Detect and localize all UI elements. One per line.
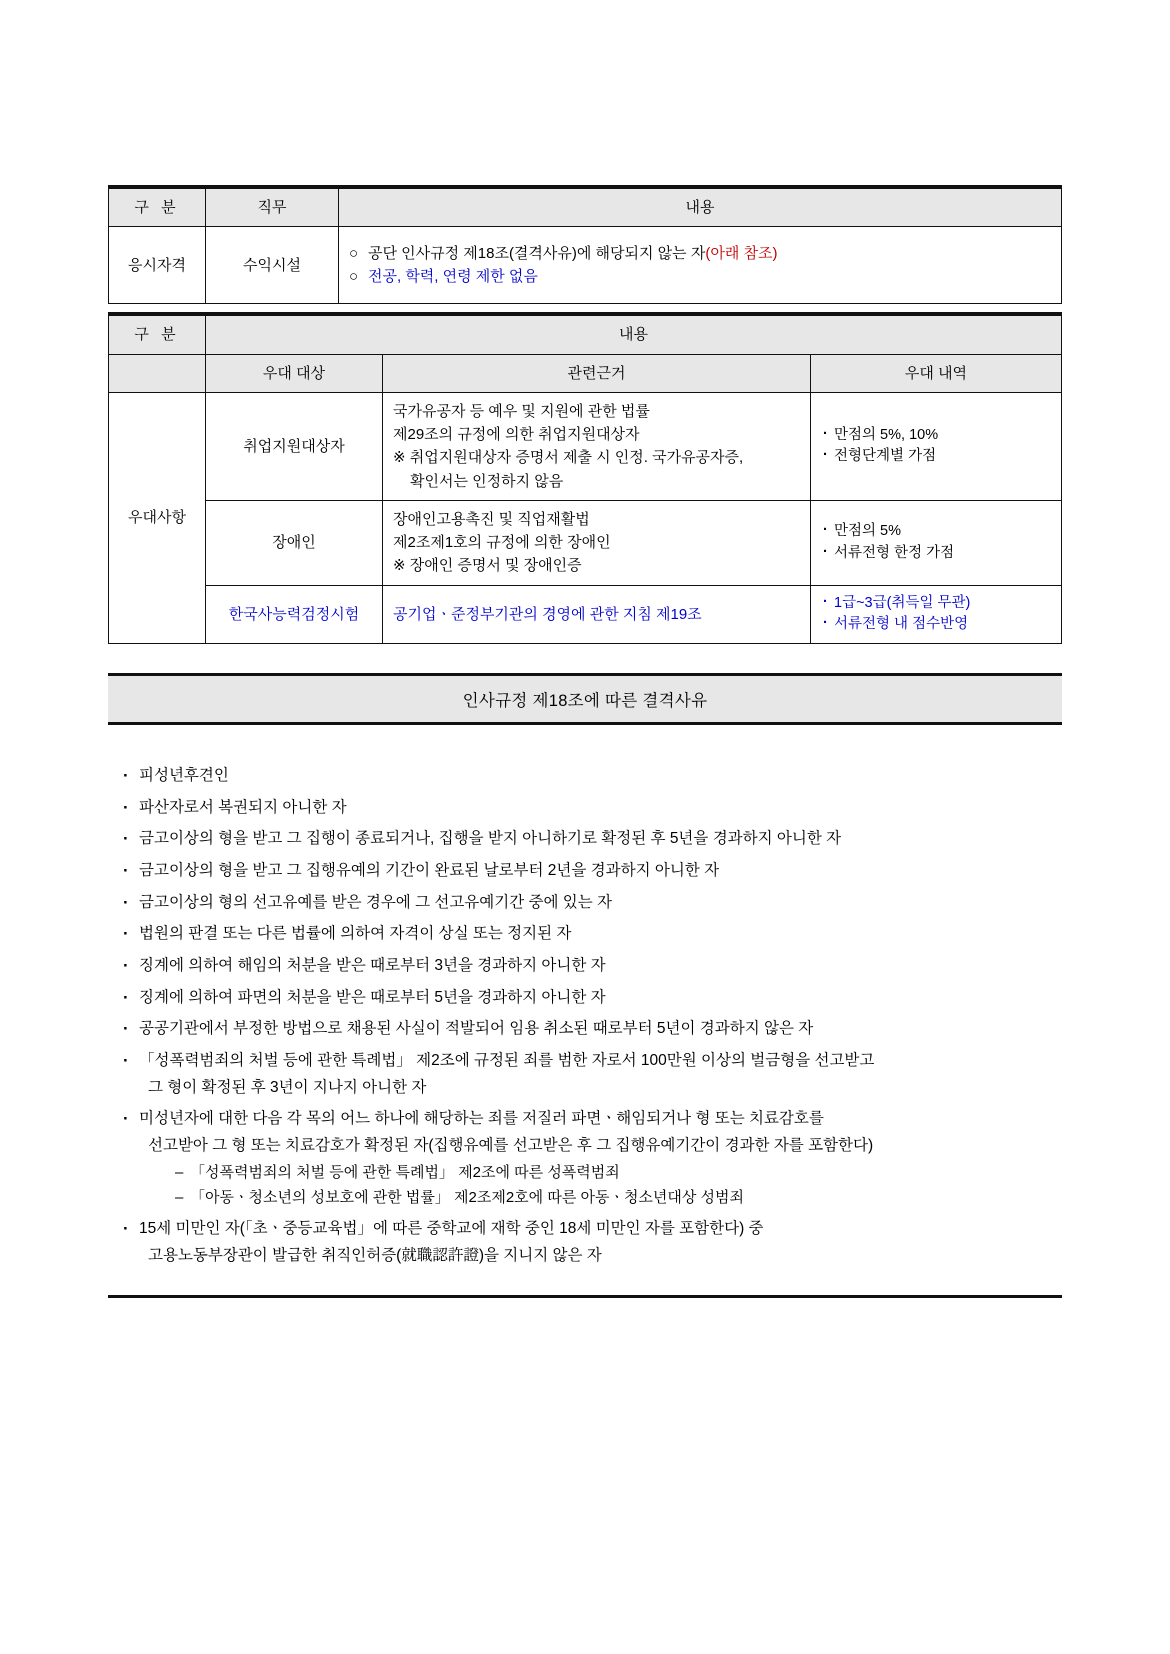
list-item xyxy=(118,985,1068,1012)
eligibility-item-1-highlight: 전공, 학력, 연령 제한 없음 xyxy=(368,268,538,286)
eligibility-header-2: 내용 xyxy=(339,189,1062,227)
list-item: · 1급~3급(취득일 무관) xyxy=(821,593,1051,615)
list-item xyxy=(118,1016,1068,1043)
list-item: · 만점의 5% xyxy=(821,521,1051,543)
sub-list xyxy=(139,1160,1068,1212)
preference-table xyxy=(108,315,1062,644)
table-row xyxy=(109,500,1062,585)
basis-line: 확인서는 인정하지 않음 xyxy=(410,472,564,490)
list-item-line: 법원의 판결 또는 다른 법률에 의하여 자격이 상실 또는 정지된 자 xyxy=(139,925,572,943)
preference-basis-1 xyxy=(383,500,811,585)
list-item-line: 그 형이 확정된 후 3년이 지나지 아니한 자 xyxy=(148,1078,427,1096)
preference-basis-2 xyxy=(383,585,811,644)
list-item xyxy=(118,953,1068,980)
list-item-line: 선고받아 그 형 또는 치료감호가 확정된 자(집행유예를 선고받은 후 그 집행유예기간이 경과한 자를 포함한다) xyxy=(148,1136,874,1154)
list-item xyxy=(118,795,1068,822)
table-row xyxy=(109,585,1062,644)
basis-line: 제2조제1호의 규정에 의한 장애인 xyxy=(393,534,611,551)
preference-benefit-2 xyxy=(811,585,1062,644)
list-item-line: 미성년자에 대한 다음 각 목의 어느 하나에 해당하는 죄를 저질러 파면ㆍ해임되거나 형 또는 치료감호를 xyxy=(139,1110,824,1128)
circle-marker-icon: ○ xyxy=(349,268,359,286)
basis-line: ※ 취업지원대상자 증명서 제출 시 인정. 국가유공자증, xyxy=(393,449,744,467)
preference-basis-0 xyxy=(383,392,811,500)
eligibility-table xyxy=(108,188,1062,304)
sub-list-item: – 「성폭력범죄의 처벌 등에 관한 특례법」 제2조에 따른 성폭력범죄 xyxy=(175,1160,1068,1186)
disqualification-list xyxy=(108,763,1068,1269)
list-item-line: 금고이상의 형을 받고 그 집행이 종료되거나, 집행을 받지 아니하기로 확정된 후 5년을 경과하지 아니한 자 xyxy=(139,830,842,848)
eligibility-item-1 xyxy=(349,265,1051,288)
preference-target-1: 장애인 xyxy=(206,500,383,585)
list-item-line: 피성년후견인 xyxy=(139,767,229,784)
document-page xyxy=(108,0,1062,1298)
list-item: · 서류전형 내 점수반영 xyxy=(821,614,1051,636)
list-item-line: 「성폭력범죄의 처벌 등에 관한 특례법」 제2조에 규정된 죄를 범한 자로서 100만원 이상의 벌금형을 선고받고 xyxy=(139,1051,875,1069)
preference-header-0: 구 분 xyxy=(134,326,180,344)
basis-line: 공기업ㆍ준정부기관의 경영에 관한 지침 제19조 xyxy=(393,605,702,623)
table-row xyxy=(109,316,1062,354)
list-item-line: 고용노동부장관이 발급한 취직인허증(就職認許證)을 지니지 않은 자 xyxy=(148,1246,602,1264)
table-row xyxy=(109,189,1062,227)
list-item xyxy=(118,1106,1068,1211)
list-item-line: 파산자로서 복권되지 아니한 자 xyxy=(139,798,347,816)
table-row xyxy=(109,392,1062,500)
preference-subheader-0: 우대 대상 xyxy=(206,354,383,392)
basis-line: 국가유공자 등 예우 및 지원에 관한 법률 xyxy=(393,402,650,420)
eligibility-header-1: 직무 xyxy=(206,189,339,227)
list-item xyxy=(118,1048,1068,1101)
preference-target-0: 취업지원대상자 xyxy=(206,392,383,500)
preference-subheader-1: 관련근거 xyxy=(383,354,811,392)
eligibility-item-0-highlight: (아래 참조) xyxy=(705,245,778,262)
list-item: · 전형단계별 가점 xyxy=(821,446,1051,468)
preference-subheader-2: 우대 내역 xyxy=(811,354,1062,392)
basis-line: 제29조의 규정에 의한 취업지원대상자 xyxy=(393,426,640,443)
section-title: 인사규정 제18조에 따른 결격사유 xyxy=(108,673,1062,725)
table-row xyxy=(109,227,1062,304)
sub-list-item: – 「아동ㆍ청소년의 성보호에 관한 법률」 제2조제2호에 따른 아동ㆍ청소년대상 성범죄 xyxy=(175,1185,1068,1211)
list-item-line: 금고이상의 형을 받고 그 집행유예의 기간이 완료된 날로부터 2년을 경과하지 아니한 자 xyxy=(139,861,720,879)
list-item-line: 금고이상의 형의 선고유예를 받은 경우에 그 선고유예기간 중에 있는 자 xyxy=(139,893,612,911)
preference-category: 우대사항 xyxy=(109,392,206,643)
list-item-line: 15세 미만인 자(「초ㆍ중등교육법」에 따른 중학교에 재학 중인 18세 미만인 자를 포함한다) 중 xyxy=(139,1220,764,1238)
preference-benefit-1 xyxy=(811,500,1062,585)
eligibility-item-0-text: 공단 인사규정 제18조(결격사유)에 해당되지 않는 자 xyxy=(368,245,706,262)
eligibility-category: 응시자격 xyxy=(109,227,206,304)
table-row xyxy=(109,354,1062,392)
circle-marker-icon: ○ xyxy=(349,245,359,262)
list-item-line: 징계에 의하여 해임의 처분을 받은 때로부터 3년을 경과하지 아니한 자 xyxy=(139,956,606,974)
eligibility-duty: 수익시설 xyxy=(206,227,339,304)
eligibility-content xyxy=(339,227,1062,304)
rule-bottom xyxy=(108,1295,1062,1298)
list-item-line: 징계에 의하여 파면의 처분을 받은 때로부터 5년을 경과하지 아니한 자 xyxy=(139,988,606,1006)
list-item: · 만점의 5%, 10% xyxy=(821,425,1051,447)
list-item-line: 공공기관에서 부정한 방법으로 채용된 사실이 적발되어 임용 취소된 때로부터 5년이 경과하지 않은 자 xyxy=(139,1020,814,1038)
list-item xyxy=(118,890,1068,917)
preference-header-1: 내용 xyxy=(206,316,1062,354)
eligibility-header-0: 구 분 xyxy=(134,199,180,216)
list-item xyxy=(118,921,1068,948)
list-item xyxy=(118,1216,1068,1269)
list-item: · 서류전형 한정 가점 xyxy=(821,543,1051,565)
list-item xyxy=(118,826,1068,853)
list-item xyxy=(118,763,1068,790)
basis-line: 장애인고용촉진 및 직업재활법 xyxy=(393,510,590,528)
preference-target-2: 한국사능력검정시험 xyxy=(206,585,383,644)
basis-line: ※ 장애인 증명서 및 장애인증 xyxy=(393,557,582,575)
eligibility-item-0 xyxy=(349,242,1051,265)
preference-benefit-0 xyxy=(811,392,1062,500)
list-item xyxy=(118,858,1068,885)
